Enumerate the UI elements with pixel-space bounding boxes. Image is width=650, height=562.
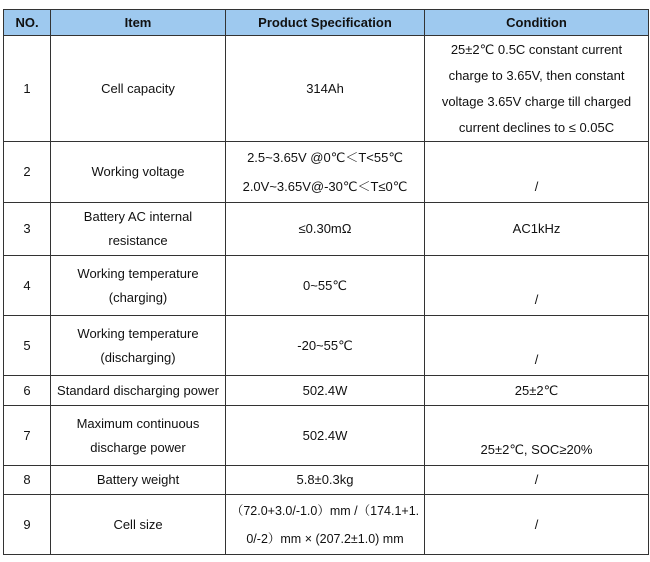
- table-row: [4, 36, 649, 142]
- header-spec: Product Specification: [226, 10, 425, 36]
- row-number: 1: [4, 36, 51, 142]
- header-item: Item: [51, 10, 226, 36]
- condition-cell: /: [425, 466, 649, 495]
- table-row: [4, 466, 649, 495]
- row-number: 7: [4, 406, 51, 466]
- item-cell: Working temperature (discharging): [51, 316, 226, 376]
- header-row: [4, 10, 649, 36]
- spec-cell: 502.4W: [226, 376, 425, 406]
- item-cell: Battery AC internal resistance: [51, 203, 226, 256]
- row-number: 3: [4, 203, 51, 256]
- spec-cell: ≤0.30mΩ: [226, 203, 425, 256]
- condition-cell: AC1kHz: [425, 203, 649, 256]
- specification-table: [3, 9, 649, 555]
- spec-cell: 5.8±0.3kg: [226, 466, 425, 495]
- item-cell: Working voltage: [51, 142, 226, 203]
- table-row: [4, 203, 649, 256]
- item-cell: Maximum continuous discharge power: [51, 406, 226, 466]
- table-row: [4, 316, 649, 376]
- table-row: [4, 495, 649, 555]
- item-cell: Cell size: [51, 495, 226, 555]
- header-condition: Condition: [425, 10, 649, 36]
- condition-cell: /: [425, 256, 649, 316]
- row-number: 4: [4, 256, 51, 316]
- row-number: 5: [4, 316, 51, 376]
- table-row: [4, 406, 649, 466]
- spec-cell: 314Ah: [226, 36, 425, 142]
- table-row: [4, 376, 649, 406]
- item-cell: Working temperature (charging): [51, 256, 226, 316]
- row-number: 9: [4, 495, 51, 555]
- spec-cell: 502.4W: [226, 406, 425, 466]
- spec-cell: 2.5~3.65V @0℃＜T<55℃ 2.0V~3.65V@-30℃＜T≤0℃: [226, 142, 425, 203]
- condition-cell: /: [425, 142, 649, 203]
- item-cell: Battery weight: [51, 466, 226, 495]
- row-number: 2: [4, 142, 51, 203]
- condition-cell: 25±2℃ 0.5C constant current charge to 3.65V, then constant voltage 3.65V charge till charged current declines to ≤ 0.05C: [425, 36, 649, 142]
- item-cell: Cell capacity: [51, 36, 226, 142]
- table-row: [4, 256, 649, 316]
- condition-cell: 25±2℃, SOC≥20%: [425, 406, 649, 466]
- spec-cell: -20~55℃: [226, 316, 425, 376]
- condition-cell: 25±2℃: [425, 376, 649, 406]
- row-number: 6: [4, 376, 51, 406]
- table-row: [4, 142, 649, 203]
- spec-cell: 0~55℃: [226, 256, 425, 316]
- header-no: NO.: [4, 10, 51, 36]
- item-cell: Standard discharging power: [51, 376, 226, 406]
- condition-cell: /: [425, 316, 649, 376]
- spec-cell: （72.0+3.0/-1.0）mm /（174.1+1. 0/-2）mm × (207.2±1.0) mm: [226, 495, 425, 555]
- condition-cell: /: [425, 495, 649, 555]
- row-number: 8: [4, 466, 51, 495]
